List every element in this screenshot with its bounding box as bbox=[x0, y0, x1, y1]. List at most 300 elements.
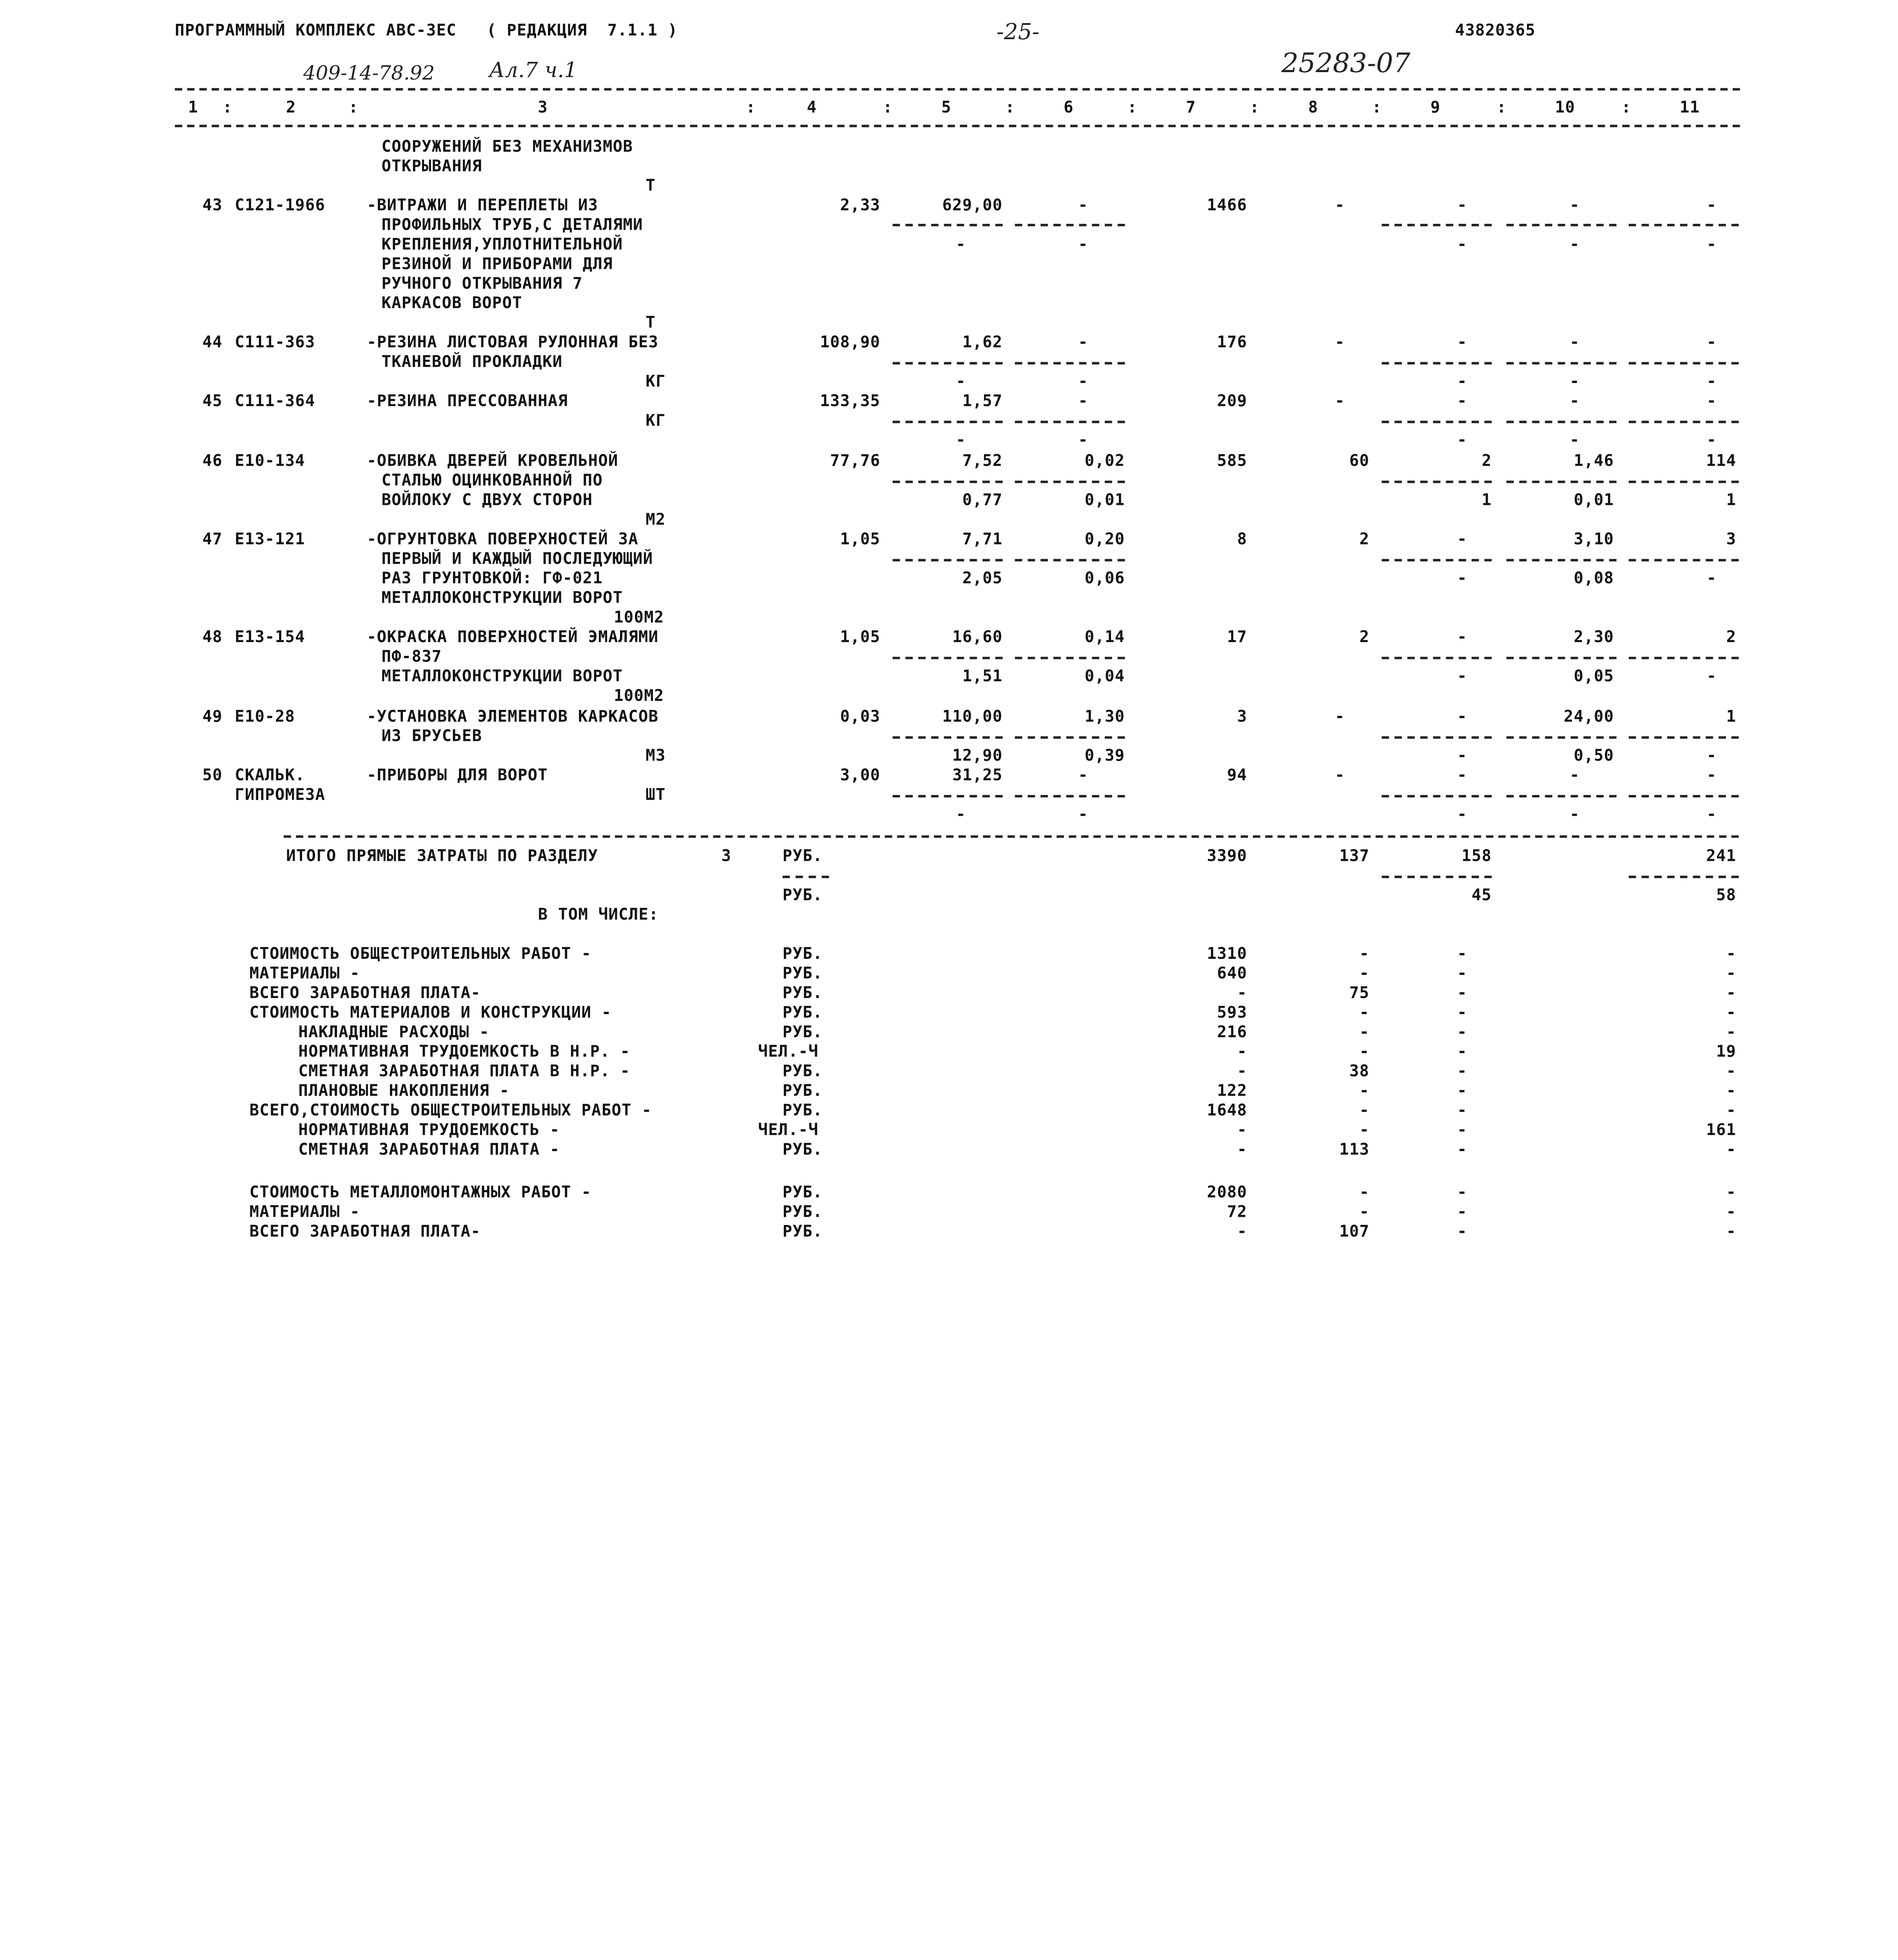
cell-col7: 209 bbox=[1217, 392, 1247, 411]
cell-divider bbox=[1629, 362, 1739, 365]
column-header-4: 4 bbox=[807, 99, 817, 118]
totals-unit-sub: РУБ. bbox=[782, 887, 823, 905]
summary-unit: РУБ. bbox=[782, 1141, 823, 1160]
summary-label: НОРМАТИВНАЯ ТРУДОЕМКОСТЬ В Н.Р. - bbox=[298, 1043, 631, 1062]
summary-col9: - bbox=[1457, 1043, 1467, 1062]
summary-unit: РУБ. bbox=[782, 1223, 823, 1241]
column-header-9: 9 bbox=[1430, 99, 1441, 118]
cell-col9: - bbox=[1457, 767, 1467, 786]
cell-col8: 60 bbox=[1349, 452, 1370, 471]
cell-quantity: 1,05 bbox=[840, 531, 881, 549]
cell-divider bbox=[1015, 736, 1125, 739]
summary-label: ВСЕГО ЗАРАБОТНАЯ ПЛАТА- bbox=[249, 1223, 481, 1241]
cell-col5-sub: 1,51 bbox=[962, 668, 1003, 686]
cell-col5-sub: - bbox=[956, 236, 966, 254]
summary-col11: - bbox=[1726, 1063, 1737, 1082]
cell-col10: - bbox=[1570, 197, 1580, 216]
summary-col8: - bbox=[1359, 1082, 1370, 1101]
row-number: 47 bbox=[202, 531, 223, 549]
cell-divider bbox=[1629, 559, 1739, 561]
cell-col9: - bbox=[1457, 708, 1467, 727]
cell-col5-sub: 2,05 bbox=[962, 570, 1003, 588]
summary-col9: - bbox=[1457, 1004, 1467, 1023]
unit-label: КГ bbox=[645, 373, 666, 392]
summary-label: СТОИМОСТЬ ОБЩЕСТРОИТЕЛЬНЫХ РАБОТ - bbox=[249, 945, 592, 964]
cell-col6: - bbox=[1078, 334, 1088, 352]
summary-col9: - bbox=[1457, 1063, 1467, 1082]
cell-col9-sub: - bbox=[1457, 373, 1467, 392]
cell-col11: 114 bbox=[1706, 452, 1737, 471]
cell-col6-sub: 0,06 bbox=[1084, 570, 1125, 588]
cell-col10: 3,10 bbox=[1574, 531, 1614, 549]
cell-col11: 3 bbox=[1726, 531, 1737, 549]
cell-col11-sub: - bbox=[1706, 747, 1717, 766]
summary-col11: - bbox=[1726, 1024, 1737, 1042]
column-header-2: 2 bbox=[286, 99, 296, 118]
column-separator: : bbox=[1005, 99, 1015, 118]
unit-label: ШТ bbox=[645, 786, 666, 805]
cell-quantity: 77,76 bbox=[830, 452, 881, 471]
summary-col11: 161 bbox=[1706, 1122, 1737, 1140]
handwritten-project-number: 409-14-78.92 bbox=[303, 61, 435, 85]
cell-col5: 1,62 bbox=[962, 334, 1003, 352]
summary-col8: - bbox=[1359, 965, 1370, 984]
summary-unit: РУБ. bbox=[782, 1004, 823, 1023]
summary-col7: - bbox=[1237, 1223, 1247, 1241]
summary-col7: 1648 bbox=[1207, 1102, 1247, 1120]
description-line: ПФ-837 bbox=[381, 648, 442, 667]
description-line: РАЗ ГРУНТОВКОЙ: ГФ-021 bbox=[381, 570, 603, 588]
cell-divider bbox=[1382, 876, 1492, 878]
cell-col6: 0,14 bbox=[1084, 628, 1125, 647]
cell-col9: - bbox=[1457, 628, 1467, 647]
cell-col5: 7,52 bbox=[962, 452, 1003, 471]
summary-col8: 107 bbox=[1339, 1223, 1370, 1241]
cell-col9: - bbox=[1457, 531, 1467, 549]
unit-label: КГ bbox=[645, 412, 666, 431]
totals-col11-sub: 58 bbox=[1716, 887, 1737, 905]
summary-col7: - bbox=[1237, 1043, 1247, 1062]
row-number: 43 bbox=[202, 197, 223, 216]
row-code: С111-363 bbox=[235, 334, 315, 352]
cell-divider bbox=[1015, 657, 1125, 659]
totals-col8: 137 bbox=[1339, 848, 1370, 866]
column-header-11: 11 bbox=[1680, 99, 1700, 118]
cell-col9-sub: - bbox=[1457, 570, 1467, 588]
cell-divider bbox=[1629, 795, 1739, 797]
cell-quantity: 1,05 bbox=[840, 628, 881, 647]
column-separator: : bbox=[1496, 99, 1507, 118]
cell-col6-sub: 0,01 bbox=[1084, 492, 1125, 510]
summary-label: ВСЕГО,СТОИМОСТЬ ОБЩЕСТРОИТЕЛЬНЫХ РАБОТ - bbox=[249, 1102, 652, 1120]
cell-divider bbox=[1506, 559, 1617, 561]
cell-divider bbox=[1629, 481, 1739, 483]
totals-col9-sub: 45 bbox=[1472, 887, 1492, 905]
unit-label: Т bbox=[645, 314, 656, 333]
description-line: -РЕЗИНА ПРЕССОВАННАЯ bbox=[366, 392, 568, 411]
summary-unit: РУБ. bbox=[782, 1063, 823, 1082]
column-header-1: 1 bbox=[188, 99, 198, 118]
cell-col5: 629,00 bbox=[942, 197, 1003, 216]
cell-col6: - bbox=[1078, 767, 1088, 786]
column-separator: : bbox=[348, 99, 359, 118]
description-line: ТКАНЕВОЙ ПРОКЛАДКИ bbox=[381, 353, 563, 372]
cell-col9: - bbox=[1457, 197, 1467, 216]
cell-divider bbox=[1015, 362, 1125, 365]
cell-col6-sub: - bbox=[1078, 373, 1088, 392]
description-line: ПРОФИЛЬНЫХ ТРУБ,С ДЕТАЛЯМИ bbox=[381, 216, 643, 235]
summary-col7: - bbox=[1237, 1063, 1247, 1082]
summary-col8: 38 bbox=[1349, 1063, 1370, 1082]
summary-unit: ЧЕЛ.-Ч bbox=[758, 1043, 819, 1062]
cell-divider bbox=[1015, 481, 1125, 483]
cell-col11-sub: - bbox=[1706, 373, 1717, 392]
cell-quantity: 0,03 bbox=[840, 708, 881, 727]
column-header-10: 10 bbox=[1555, 99, 1575, 118]
summary-label: МАТЕРИАЛЫ - bbox=[249, 965, 360, 984]
summary-col9: - bbox=[1457, 1024, 1467, 1042]
summary-col11: - bbox=[1726, 1141, 1737, 1160]
cell-col7: 3 bbox=[1237, 708, 1247, 727]
cell-col10: 1,46 bbox=[1574, 452, 1614, 471]
cell-col10-sub: - bbox=[1570, 373, 1580, 392]
row-code: Е13-154 bbox=[235, 628, 305, 647]
summary-col7: 1310 bbox=[1207, 945, 1247, 964]
description-line: ВОЙЛОКУ С ДВУХ СТОРОН bbox=[381, 492, 593, 510]
cell-col5-sub: - bbox=[956, 806, 966, 824]
totals-col7: 3390 bbox=[1207, 848, 1247, 866]
cell-col11: - bbox=[1706, 334, 1717, 352]
totals-unit: РУБ. bbox=[782, 848, 823, 866]
cell-col7: 1466 bbox=[1207, 197, 1247, 216]
summary-label: НОРМАТИВНАЯ ТРУДОЕМКОСТЬ - bbox=[298, 1122, 560, 1140]
cell-col9-sub: - bbox=[1457, 236, 1467, 254]
row-number: 44 bbox=[202, 334, 223, 352]
row-code: СКАЛЬК. bbox=[235, 767, 305, 786]
row-number: 50 bbox=[202, 767, 223, 786]
cell-divider bbox=[893, 657, 1003, 659]
summary-label: МАТЕРИАЛЫ - bbox=[249, 1203, 360, 1222]
cell-col7: 176 bbox=[1217, 334, 1247, 352]
row-number: 48 bbox=[202, 628, 223, 647]
cell-col10: 2,30 bbox=[1574, 628, 1614, 647]
summary-unit: РУБ. bbox=[782, 965, 823, 984]
unit-label: М2 bbox=[645, 511, 666, 530]
summary-unit: РУБ. bbox=[782, 1184, 823, 1202]
cell-col10: 24,00 bbox=[1564, 708, 1614, 727]
totals-section: 3 bbox=[721, 848, 732, 866]
description-line: -ПРИБОРЫ ДЛЯ ВОРОТ bbox=[366, 767, 548, 786]
cell-divider bbox=[893, 481, 1003, 483]
description-line: ИЗ БРУСЬЕВ bbox=[381, 728, 482, 746]
cell-col5: 1,57 bbox=[962, 392, 1003, 411]
cell-divider bbox=[1382, 657, 1492, 659]
cell-col11: - bbox=[1706, 197, 1717, 216]
summary-col11: - bbox=[1726, 984, 1737, 1003]
row-code: Е10-28 bbox=[235, 708, 295, 727]
column-header-6: 6 bbox=[1064, 99, 1074, 118]
cell-col9-sub: - bbox=[1457, 806, 1467, 824]
row-number: 45 bbox=[202, 392, 223, 411]
summary-col8: - bbox=[1359, 945, 1370, 964]
cell-col6: - bbox=[1078, 197, 1088, 216]
cell-col7: 94 bbox=[1227, 767, 1247, 786]
summary-col11: - bbox=[1726, 1223, 1737, 1241]
row-code-line2: ГИПРОМЕЗА bbox=[235, 786, 326, 805]
cell-divider bbox=[783, 876, 829, 878]
summary-col7: 72 bbox=[1227, 1203, 1247, 1222]
cell-col5-sub: 0,77 bbox=[962, 492, 1003, 510]
cell-divider bbox=[893, 224, 1003, 226]
cell-divider bbox=[1506, 362, 1617, 365]
cell-col9-sub: - bbox=[1457, 747, 1467, 766]
cell-divider bbox=[1382, 795, 1492, 797]
summary-col9: - bbox=[1457, 945, 1467, 964]
summary-col9: - bbox=[1457, 1223, 1467, 1241]
summary-col9: - bbox=[1457, 1203, 1467, 1222]
cell-col11: 1 bbox=[1726, 708, 1737, 727]
summary-col7: - bbox=[1237, 984, 1247, 1003]
cell-divider bbox=[1382, 481, 1492, 483]
cell-col6: - bbox=[1078, 392, 1088, 411]
summary-col7: 640 bbox=[1217, 965, 1247, 984]
cell-divider bbox=[1382, 362, 1492, 365]
cell-col9: - bbox=[1457, 334, 1467, 352]
description-line: -ОГРУНТОВКА ПОВЕРХНОСТЕЙ ЗА bbox=[366, 531, 639, 549]
cell-col8: - bbox=[1335, 334, 1345, 352]
page-number: -25- bbox=[996, 19, 1040, 45]
summary-col9: - bbox=[1457, 1102, 1467, 1120]
cell-col10-sub: 0,05 bbox=[1574, 668, 1614, 686]
totals-col9: 158 bbox=[1461, 848, 1492, 866]
summary-unit: РУБ. bbox=[782, 1082, 823, 1101]
cell-col5-sub: - bbox=[956, 373, 966, 392]
cell-col10-sub: - bbox=[1570, 236, 1580, 254]
in-that-number-heading: В ТОМ ЧИСЛЕ: bbox=[538, 906, 659, 925]
description-line: РЕЗИНОЙ И ПРИБОРАМИ ДЛЯ bbox=[381, 256, 613, 274]
cell-col11-sub: - bbox=[1706, 668, 1717, 686]
cell-col10-sub: 0,50 bbox=[1574, 747, 1614, 766]
cell-col9-sub: - bbox=[1457, 432, 1467, 450]
summary-label: СМЕТНАЯ ЗАРАБОТНАЯ ПЛАТА - bbox=[298, 1141, 560, 1160]
cell-col11-sub: - bbox=[1706, 806, 1717, 824]
description-line: СТАЛЬЮ ОЦИНКОВАННОЙ ПО bbox=[381, 472, 603, 491]
unit-label: Т bbox=[645, 177, 656, 196]
handwritten-estimate-number: 25283-07 bbox=[1281, 49, 1410, 80]
cell-divider bbox=[1506, 795, 1617, 797]
summary-col9: - bbox=[1457, 1082, 1467, 1101]
cell-col7: 17 bbox=[1227, 628, 1247, 647]
cell-col8: 2 bbox=[1359, 531, 1370, 549]
summary-col7: 216 bbox=[1217, 1024, 1247, 1042]
row-code: С111-364 bbox=[235, 392, 315, 411]
header-bottom-rule bbox=[175, 125, 1740, 127]
summary-col8: - bbox=[1359, 1203, 1370, 1222]
cell-divider bbox=[1629, 876, 1739, 878]
summary-col8: - bbox=[1359, 1024, 1370, 1042]
cell-quantity: 133,35 bbox=[820, 392, 881, 411]
cell-divider bbox=[1382, 736, 1492, 739]
cell-col8: - bbox=[1335, 197, 1345, 216]
column-separator: : bbox=[1372, 99, 1382, 118]
cell-col10-sub: - bbox=[1570, 432, 1580, 450]
cell-col5-sub: - bbox=[956, 432, 966, 450]
summary-col7: 2080 bbox=[1207, 1184, 1247, 1202]
summary-unit: РУБ. bbox=[782, 945, 823, 964]
cell-divider bbox=[893, 795, 1003, 797]
cell-col8: - bbox=[1335, 767, 1345, 786]
cell-col9: 2 bbox=[1481, 452, 1492, 471]
header-top-rule bbox=[175, 88, 1740, 91]
summary-col7: 122 bbox=[1217, 1082, 1247, 1101]
cell-divider bbox=[1382, 559, 1492, 561]
cell-col10: - bbox=[1570, 767, 1580, 786]
summary-unit: РУБ. bbox=[782, 1102, 823, 1120]
cell-col8: - bbox=[1335, 708, 1345, 727]
row-number: 49 bbox=[202, 708, 223, 727]
cell-col6: 0,02 bbox=[1084, 452, 1125, 471]
cell-divider bbox=[1015, 795, 1125, 797]
description-line: ПЕРВЫЙ И КАЖДЫЙ ПОСЛЕДУЮЩИЙ bbox=[381, 550, 653, 569]
summary-col11: - bbox=[1726, 1203, 1737, 1222]
summary-col8: - bbox=[1359, 1122, 1370, 1140]
description-line: -ОКРАСКА ПОВЕРХНОСТЕЙ ЭМАЛЯМИ bbox=[366, 628, 659, 647]
cell-divider bbox=[1382, 421, 1492, 423]
summary-label: ПЛАНОВЫЕ НАКОПЛЕНИЯ - bbox=[298, 1082, 510, 1101]
cell-divider bbox=[1015, 559, 1125, 561]
cell-col6-sub: 0,04 bbox=[1084, 668, 1125, 686]
column-header-8: 8 bbox=[1308, 99, 1318, 118]
summary-col7: - bbox=[1237, 1141, 1247, 1160]
cell-divider bbox=[1382, 224, 1492, 226]
summary-col11: - bbox=[1726, 945, 1737, 964]
summary-col11: - bbox=[1726, 965, 1737, 984]
row-code: Е10-134 bbox=[235, 452, 305, 471]
row-code: Е13-121 bbox=[235, 531, 305, 549]
summary-unit: РУБ. bbox=[782, 984, 823, 1003]
cell-divider bbox=[1506, 481, 1617, 483]
cell-col6-sub: - bbox=[1078, 236, 1088, 254]
unit-label: М3 bbox=[645, 747, 666, 766]
cell-col10: - bbox=[1570, 334, 1580, 352]
column-header-7: 7 bbox=[1186, 99, 1196, 118]
cell-col11: - bbox=[1706, 392, 1717, 411]
column-separator: : bbox=[1621, 99, 1632, 118]
summary-label: СТОИМОСТЬ МЕТАЛЛОМОНТАЖНЫХ РАБОТ - bbox=[249, 1184, 592, 1202]
cell-col8: 2 bbox=[1359, 628, 1370, 647]
column-header-3: 3 bbox=[538, 99, 548, 118]
cell-divider bbox=[1015, 421, 1125, 423]
column-separator: : bbox=[883, 99, 893, 118]
cell-divider bbox=[1629, 736, 1739, 739]
cell-col11: 2 bbox=[1726, 628, 1737, 647]
cell-divider bbox=[1506, 421, 1617, 423]
cell-divider bbox=[893, 559, 1003, 561]
summary-col9: - bbox=[1457, 1184, 1467, 1202]
cell-divider bbox=[1629, 421, 1739, 423]
unit-label: 100М2 bbox=[614, 687, 664, 706]
column-header-5: 5 bbox=[941, 99, 952, 118]
cell-col8: - bbox=[1335, 392, 1345, 411]
cell-col9: - bbox=[1457, 392, 1467, 411]
description-line: МЕТАЛЛОКОНСТРУКЦИИ ВОРОТ bbox=[381, 589, 623, 608]
description-line: -ОБИВКА ДВЕРЕЙ КРОВЕЛЬНОЙ bbox=[366, 452, 618, 471]
cell-col6: 1,30 bbox=[1084, 708, 1125, 727]
cell-col11: - bbox=[1706, 767, 1717, 786]
cell-quantity: 2,33 bbox=[840, 197, 881, 216]
column-separator: : bbox=[222, 99, 233, 118]
cell-divider bbox=[1015, 224, 1125, 226]
cell-col9-sub: - bbox=[1457, 668, 1467, 686]
handwritten-album: Ал.7 ч.1 bbox=[489, 58, 578, 83]
summary-unit: РУБ. bbox=[782, 1203, 823, 1222]
summary-col8: - bbox=[1359, 1004, 1370, 1023]
description-line: -УСТАНОВКА ЭЛЕМЕНТОВ КАРКАСОВ bbox=[366, 708, 659, 727]
row-number: 46 bbox=[202, 452, 223, 471]
row-code: С121-1966 bbox=[235, 197, 326, 216]
cell-col5: 7,71 bbox=[962, 531, 1003, 549]
cell-col7: 8 bbox=[1237, 531, 1247, 549]
cell-col5-sub: 12,90 bbox=[952, 747, 1003, 766]
totals-rule bbox=[284, 835, 1739, 838]
summary-unit: ЧЕЛ.-Ч bbox=[758, 1122, 819, 1140]
description-line: РУЧНОГО ОТКРЫВАНИЯ 7 bbox=[381, 275, 583, 294]
cell-col10-sub: 0,01 bbox=[1574, 492, 1614, 510]
description-line: КРЕПЛЕНИЯ,УПЛОТНИТЕЛЬНОЙ bbox=[381, 236, 623, 254]
document-code: 43820365 bbox=[1455, 22, 1536, 40]
summary-col8: - bbox=[1359, 1184, 1370, 1202]
cell-col5: 110,00 bbox=[942, 708, 1003, 727]
summary-label: НАКЛАДНЫЕ РАСХОДЫ - bbox=[298, 1024, 489, 1042]
cell-col11-sub: - bbox=[1706, 236, 1717, 254]
description-line: МЕТАЛЛОКОНСТРУКЦИИ ВОРОТ bbox=[381, 668, 623, 686]
cell-col6-sub: 0,39 bbox=[1084, 747, 1125, 766]
column-separator: : bbox=[1249, 99, 1260, 118]
description-line: ОТКРЫВАНИЯ bbox=[381, 158, 482, 176]
summary-col8: - bbox=[1359, 1102, 1370, 1120]
cell-col5: 16,60 bbox=[952, 628, 1003, 647]
cell-col7: 585 bbox=[1217, 452, 1247, 471]
summary-label: ВСЕГО ЗАРАБОТНАЯ ПЛАТА- bbox=[249, 984, 481, 1003]
cell-divider bbox=[893, 362, 1003, 365]
cell-col6-sub: - bbox=[1078, 806, 1088, 824]
summary-col9: - bbox=[1457, 984, 1467, 1003]
cell-divider bbox=[893, 421, 1003, 423]
cell-divider bbox=[1506, 657, 1617, 659]
cell-divider bbox=[893, 736, 1003, 739]
program-title: ПРОГРАММНЫЙ КОМПЛЕКС АВС-3ЕС ( РЕДАКЦИЯ 7.1.1 ) bbox=[175, 22, 678, 40]
summary-col11: - bbox=[1726, 1082, 1737, 1101]
summary-col8: 75 bbox=[1349, 984, 1370, 1003]
summary-col11: - bbox=[1726, 1102, 1737, 1120]
cell-quantity: 3,00 bbox=[840, 767, 881, 786]
description-line: -ВИТРАЖИ И ПЕРЕПЛЕТЫ ИЗ bbox=[366, 197, 598, 216]
cell-col10-sub: 0,08 bbox=[1574, 570, 1614, 588]
summary-unit: РУБ. bbox=[782, 1024, 823, 1042]
cell-divider bbox=[1506, 736, 1617, 739]
description-line: КАРКАСОВ ВОРОТ bbox=[381, 294, 522, 313]
summary-col11: - bbox=[1726, 1184, 1737, 1202]
cell-col6: 0,20 bbox=[1084, 531, 1125, 549]
summary-col7: - bbox=[1237, 1122, 1247, 1140]
summary-col9: - bbox=[1457, 1141, 1467, 1160]
cell-divider bbox=[1506, 224, 1617, 226]
cell-col11-sub: - bbox=[1706, 570, 1717, 588]
totals-col11: 241 bbox=[1706, 848, 1737, 866]
summary-label: СМЕТНАЯ ЗАРАБОТНАЯ ПЛАТА В Н.Р. - bbox=[298, 1063, 631, 1082]
summary-col11: - bbox=[1726, 1004, 1737, 1023]
summary-col9: - bbox=[1457, 965, 1467, 984]
